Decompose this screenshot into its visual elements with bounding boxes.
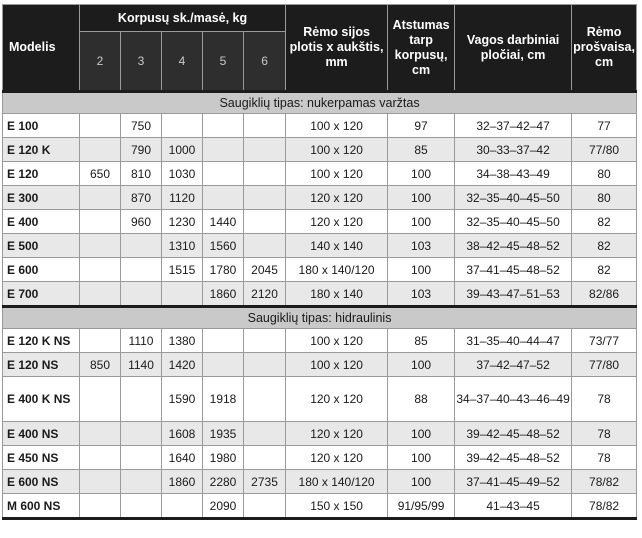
model-cell: E 120 K xyxy=(3,138,80,162)
model-cell: E 400 K NS xyxy=(3,377,80,422)
table-row xyxy=(3,470,637,494)
mass-4-cell: 1608 xyxy=(162,422,203,446)
mass-2-cell: 650 xyxy=(80,162,121,186)
table-row xyxy=(3,446,637,470)
header-frame: Rėmo sijos plotis x aukštis, mm xyxy=(286,5,388,92)
mass-3-cell: 1110 xyxy=(121,329,162,353)
mass-2-cell xyxy=(80,258,121,282)
model-cell: M 600 NS xyxy=(3,494,80,519)
clearance-cell: 80 xyxy=(572,186,637,210)
mass-3-cell: 750 xyxy=(121,114,162,138)
working-width-cell: 32–35–40–45–50 xyxy=(455,186,572,210)
working-width-cell: 39–42–45–48–52 xyxy=(455,446,572,470)
table-row xyxy=(3,422,637,446)
mass-4-cell: 1420 xyxy=(162,353,203,377)
mass-4-cell: 1230 xyxy=(162,210,203,234)
table-row xyxy=(3,258,637,282)
mass-5-cell: 2090 xyxy=(203,494,244,519)
table-body xyxy=(3,92,637,519)
model-cell: E 300 xyxy=(3,186,80,210)
mass-3-cell: 1140 xyxy=(121,353,162,377)
frame-cell: 100 x 120 xyxy=(286,114,388,138)
model-cell: E 120 NS xyxy=(3,353,80,377)
working-width-cell: 37–42–47–52 xyxy=(455,353,572,377)
clearance-cell: 78/82 xyxy=(572,494,637,519)
working-width-cell: 32–35–40–45–50 xyxy=(455,210,572,234)
frame-cell: 100 x 120 xyxy=(286,138,388,162)
mass-5-cell xyxy=(203,329,244,353)
mass-2-cell xyxy=(80,234,121,258)
working-width-cell: 39–43–47–51–53 xyxy=(455,282,572,307)
clearance-cell: 77/80 xyxy=(572,353,637,377)
mass-4-cell: 1515 xyxy=(162,258,203,282)
distance-cell: 100 xyxy=(388,162,455,186)
table-row xyxy=(3,282,637,307)
clearance-cell: 82 xyxy=(572,258,637,282)
section-title: Saugiklių tipas: nukerpamas varžtas xyxy=(3,92,637,114)
distance-cell: 85 xyxy=(388,138,455,162)
clearance-cell: 78 xyxy=(572,377,637,422)
mass-6-cell xyxy=(244,138,286,162)
distance-cell: 100 xyxy=(388,470,455,494)
header-working-width: Vagos darbiniai pločiai, cm xyxy=(455,5,572,92)
table-row xyxy=(3,329,637,353)
model-cell: E 500 xyxy=(3,234,80,258)
clearance-cell: 82 xyxy=(572,210,637,234)
header-clearance: Rėmo prošvaisa, cm xyxy=(572,5,637,92)
mass-6-cell xyxy=(244,494,286,519)
model-cell: E 450 NS xyxy=(3,446,80,470)
mass-6-cell xyxy=(244,234,286,258)
frame-cell: 100 x 120 xyxy=(286,329,388,353)
distance-cell: 100 xyxy=(388,186,455,210)
mass-2-cell xyxy=(80,470,121,494)
frame-cell: 180 x 140 xyxy=(286,282,388,307)
mass-2-cell xyxy=(80,138,121,162)
mass-2-cell xyxy=(80,210,121,234)
frame-cell: 180 x 140/120 xyxy=(286,470,388,494)
frame-cell: 120 x 120 xyxy=(286,210,388,234)
mass-6-cell xyxy=(244,210,286,234)
mass-4-cell xyxy=(162,282,203,307)
header-sections-6: 6 xyxy=(244,32,286,92)
table-row xyxy=(3,162,637,186)
frame-cell: 180 x 140/120 xyxy=(286,258,388,282)
mass-2-cell xyxy=(80,329,121,353)
mass-2-cell xyxy=(80,282,121,307)
table-row xyxy=(3,138,637,162)
mass-3-cell xyxy=(121,234,162,258)
mass-5-cell: 1780 xyxy=(203,258,244,282)
mass-4-cell: 1590 xyxy=(162,377,203,422)
mass-4-cell: 1860 xyxy=(162,470,203,494)
clearance-cell: 77 xyxy=(572,114,637,138)
table-row xyxy=(3,234,637,258)
distance-cell: 100 xyxy=(388,258,455,282)
working-width-cell: 31–35–40–44–47 xyxy=(455,329,572,353)
mass-2-cell: 850 xyxy=(80,353,121,377)
frame-cell: 100 x 120 xyxy=(286,162,388,186)
mass-6-cell xyxy=(244,329,286,353)
table-row xyxy=(3,186,637,210)
working-width-cell: 39–42–45–48–52 xyxy=(455,422,572,446)
table-row xyxy=(3,377,637,422)
section-header xyxy=(3,92,637,114)
mass-3-cell xyxy=(121,282,162,307)
model-cell: E 100 xyxy=(3,114,80,138)
distance-cell: 103 xyxy=(388,282,455,307)
mass-2-cell xyxy=(80,114,121,138)
clearance-cell: 78 xyxy=(572,446,637,470)
mass-4-cell: 1120 xyxy=(162,186,203,210)
mass-3-cell xyxy=(121,258,162,282)
mass-2-cell xyxy=(80,186,121,210)
model-cell: E 120 K NS xyxy=(3,329,80,353)
mass-4-cell: 1380 xyxy=(162,329,203,353)
distance-cell: 100 xyxy=(388,353,455,377)
specifications-table xyxy=(2,4,637,520)
clearance-cell: 78 xyxy=(572,422,637,446)
header-sections-2: 2 xyxy=(80,32,121,92)
mass-5-cell xyxy=(203,162,244,186)
mass-6-cell: 2735 xyxy=(244,470,286,494)
mass-3-cell xyxy=(121,422,162,446)
working-width-cell: 30–33–37–42 xyxy=(455,138,572,162)
mass-5-cell: 1918 xyxy=(203,377,244,422)
mass-4-cell xyxy=(162,114,203,138)
mass-3-cell: 810 xyxy=(121,162,162,186)
mass-3-cell xyxy=(121,494,162,519)
mass-5-cell: 1860 xyxy=(203,282,244,307)
mass-3-cell xyxy=(121,377,162,422)
model-cell: E 600 xyxy=(3,258,80,282)
mass-6-cell xyxy=(244,186,286,210)
mass-2-cell xyxy=(80,446,121,470)
model-cell: E 400 NS xyxy=(3,422,80,446)
mass-5-cell: 1935 xyxy=(203,422,244,446)
frame-cell: 150 x 150 xyxy=(286,494,388,519)
model-cell: E 120 xyxy=(3,162,80,186)
distance-cell: 97 xyxy=(388,114,455,138)
mass-4-cell: 1000 xyxy=(162,138,203,162)
section-header xyxy=(3,307,637,329)
mass-5-cell xyxy=(203,353,244,377)
distance-cell: 103 xyxy=(388,234,455,258)
model-cell: E 400 xyxy=(3,210,80,234)
frame-cell: 120 x 120 xyxy=(286,446,388,470)
working-width-cell: 37–41–45–48–52 xyxy=(455,258,572,282)
mass-2-cell xyxy=(80,377,121,422)
header-model: Modelis xyxy=(3,5,80,92)
mass-5-cell: 1980 xyxy=(203,446,244,470)
mass-3-cell: 870 xyxy=(121,186,162,210)
mass-5-cell: 1440 xyxy=(203,210,244,234)
mass-2-cell xyxy=(80,422,121,446)
table-row xyxy=(3,114,637,138)
clearance-cell: 73/77 xyxy=(572,329,637,353)
table-row xyxy=(3,210,637,234)
frame-cell: 100 x 120 xyxy=(286,353,388,377)
distance-cell: 85 xyxy=(388,329,455,353)
header-sections-4: 4 xyxy=(162,32,203,92)
header-sections-3: 3 xyxy=(121,32,162,92)
mass-3-cell xyxy=(121,470,162,494)
table-row xyxy=(3,494,637,519)
frame-cell: 120 x 120 xyxy=(286,422,388,446)
mass-5-cell: 2280 xyxy=(203,470,244,494)
working-width-cell: 37–41–45–49–52 xyxy=(455,470,572,494)
mass-6-cell xyxy=(244,353,286,377)
working-width-cell: 38–42–45–48–52 xyxy=(455,234,572,258)
clearance-cell: 77/80 xyxy=(572,138,637,162)
working-width-cell: 32–37–42–47 xyxy=(455,114,572,138)
distance-cell: 100 xyxy=(388,210,455,234)
mass-3-cell: 960 xyxy=(121,210,162,234)
mass-6-cell xyxy=(244,114,286,138)
clearance-cell: 82 xyxy=(572,234,637,258)
frame-cell: 120 x 120 xyxy=(286,377,388,422)
table-row xyxy=(3,353,637,377)
header-distance: Atstumas tarp korpusų, cm xyxy=(388,5,455,92)
clearance-cell: 78/82 xyxy=(572,470,637,494)
clearance-cell: 80 xyxy=(572,162,637,186)
working-width-cell: 34–38–43–49 xyxy=(455,162,572,186)
working-width-cell: 41–43–45 xyxy=(455,494,572,519)
mass-6-cell xyxy=(244,446,286,470)
mass-6-cell: 2120 xyxy=(244,282,286,307)
mass-4-cell: 1030 xyxy=(162,162,203,186)
mass-4-cell: 1310 xyxy=(162,234,203,258)
distance-cell: 100 xyxy=(388,446,455,470)
distance-cell: 91/95/99 xyxy=(388,494,455,519)
table-header xyxy=(3,5,637,92)
mass-3-cell xyxy=(121,446,162,470)
distance-cell: 100 xyxy=(388,422,455,446)
mass-6-cell xyxy=(244,422,286,446)
mass-3-cell: 790 xyxy=(121,138,162,162)
model-cell: E 600 NS xyxy=(3,470,80,494)
model-cell: E 700 xyxy=(3,282,80,307)
mass-5-cell xyxy=(203,114,244,138)
clearance-cell: 82/86 xyxy=(572,282,637,307)
frame-cell: 120 x 120 xyxy=(286,186,388,210)
header-sections-group: Korpusų sk./masė, kg xyxy=(80,5,286,32)
working-width-cell: 34–37–40–43–46–49 xyxy=(455,377,572,422)
mass-6-cell xyxy=(244,377,286,422)
frame-cell: 140 x 140 xyxy=(286,234,388,258)
mass-4-cell xyxy=(162,494,203,519)
mass-4-cell: 1640 xyxy=(162,446,203,470)
mass-2-cell xyxy=(80,494,121,519)
mass-5-cell xyxy=(203,186,244,210)
mass-5-cell xyxy=(203,138,244,162)
section-title: Saugiklių tipas: hidraulinis xyxy=(3,307,637,329)
header-sections-5: 5 xyxy=(203,32,244,92)
mass-5-cell: 1560 xyxy=(203,234,244,258)
mass-6-cell xyxy=(244,162,286,186)
mass-6-cell: 2045 xyxy=(244,258,286,282)
distance-cell: 88 xyxy=(388,377,455,422)
